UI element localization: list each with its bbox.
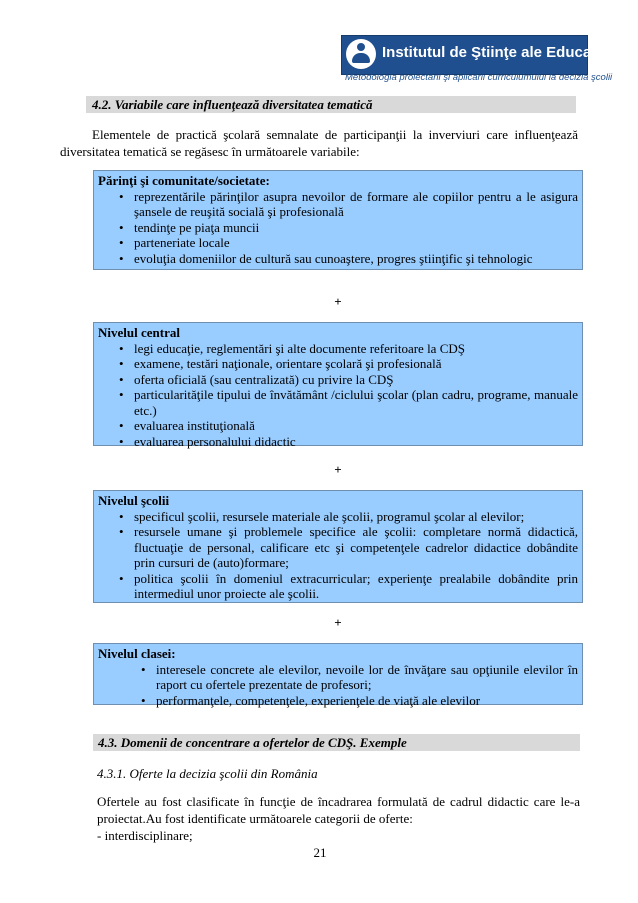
offers-paragraph: Ofertele au fost clasificate în funcţie de încadrarea formulată de cadrul didactic care le-a proiectat.Au fost identificate următoarele categorii de oferte: — [97, 794, 580, 826]
plus-sign: + — [334, 294, 342, 309]
plus-sign: + — [334, 615, 342, 630]
list-item: • politica şcolii în domeniul extracurricular; experienţe prealabile dobândite prin intermediul unor proiecte ale şcolii. — [98, 571, 578, 602]
list-item: • evoluţia domeniilor de cultură sau cunoaştere, progres ştiinţific şi tehnologic — [98, 251, 578, 267]
list-item: • legi educaţie, reglementări şi alte documente referitoare la CDŞ — [98, 341, 578, 357]
box-parents-community — [93, 170, 583, 270]
list-item: • examene, testări naţionale, orientare şcolară şi profesională — [98, 356, 578, 372]
plus-sign: + — [334, 462, 342, 477]
list-item: • evaluarea instituţională — [98, 418, 578, 434]
list-item: • specificul şcolii, resursele materiale ale şcolii, programul şcolar al elevilor; — [98, 509, 578, 525]
list-item: • evaluarea personalului didactic — [98, 434, 578, 450]
list-item: • reprezentările părinţilor asupra nevoilor de formare ale copiilor pentru a le asigura şansele de reuşită socială şi profesională — [98, 189, 578, 220]
box-title: Nivelul şcolii — [98, 493, 170, 508]
intro-paragraph: Elementele de practică şcolară semnalate de participanţii la inverviuri care influenţează diversitatea tematică se regăsesc în următoarele variabile: — [60, 127, 578, 159]
box-school-level — [93, 490, 583, 603]
institute-emblem-icon — [346, 39, 376, 69]
institute-logo — [341, 35, 613, 75]
list-item: • particularităţile tipului de învătământ /ciclului şcolar (plan cadru, programe, manuale etc.) — [98, 387, 578, 418]
box-title: Nivelul clasei: — [98, 646, 176, 661]
subsection-4-3-1-heading: 4.3.1. Oferte la decizia şcolii din România — [97, 766, 318, 781]
list-item: • interesele concrete ale elevilor, nevoile lor de învăţare sau opţiunile elevilor în raport cu ofertele prezentate de profesori; — [98, 662, 578, 693]
box-list — [98, 509, 578, 602]
section-4-2-heading: 4.2. Variabile care influenţează diversitatea tematică — [86, 96, 576, 113]
logo-text: Institutul de Ştiinţe ale Educaţiei — [382, 44, 613, 61]
list-item: • performanţele, competenţele, experienţele de viaţă ale elevilor — [98, 693, 578, 709]
box-list — [98, 189, 578, 267]
box-central-level — [93, 322, 583, 449]
list-item: • oferta oficială (sau centralizată) cu privire la CDŞ — [98, 372, 578, 388]
list-item: • tendinţe pe piaţa muncii — [98, 220, 578, 236]
list-item: • parteneriate locale — [98, 235, 578, 251]
section-4-3-heading: 4.3. Domenii de concentrare a ofertelor de CDŞ. Exemple — [93, 734, 580, 751]
list-item: • resursele umane şi problemele specifice ale şcolii: completare normă didactică, fluctuaţie de personal, calificare etc şi competenţele cadrelor didactice dobândite prin cursuri de (auto)formare; — [98, 524, 578, 571]
box-title: Nivelul central — [98, 325, 180, 340]
box-list — [98, 662, 578, 709]
box-class-level — [93, 643, 583, 708]
box-list — [98, 341, 578, 450]
box-title: Părinţi şi comunitate/societate: — [98, 173, 270, 188]
header-subtitle: Metodologia proiectării şi aplicării curriculumului la decizia şcolii — [345, 72, 613, 83]
page-number: 21 — [313, 845, 327, 860]
dash-list-item: - interdisciplinare; — [97, 828, 193, 843]
